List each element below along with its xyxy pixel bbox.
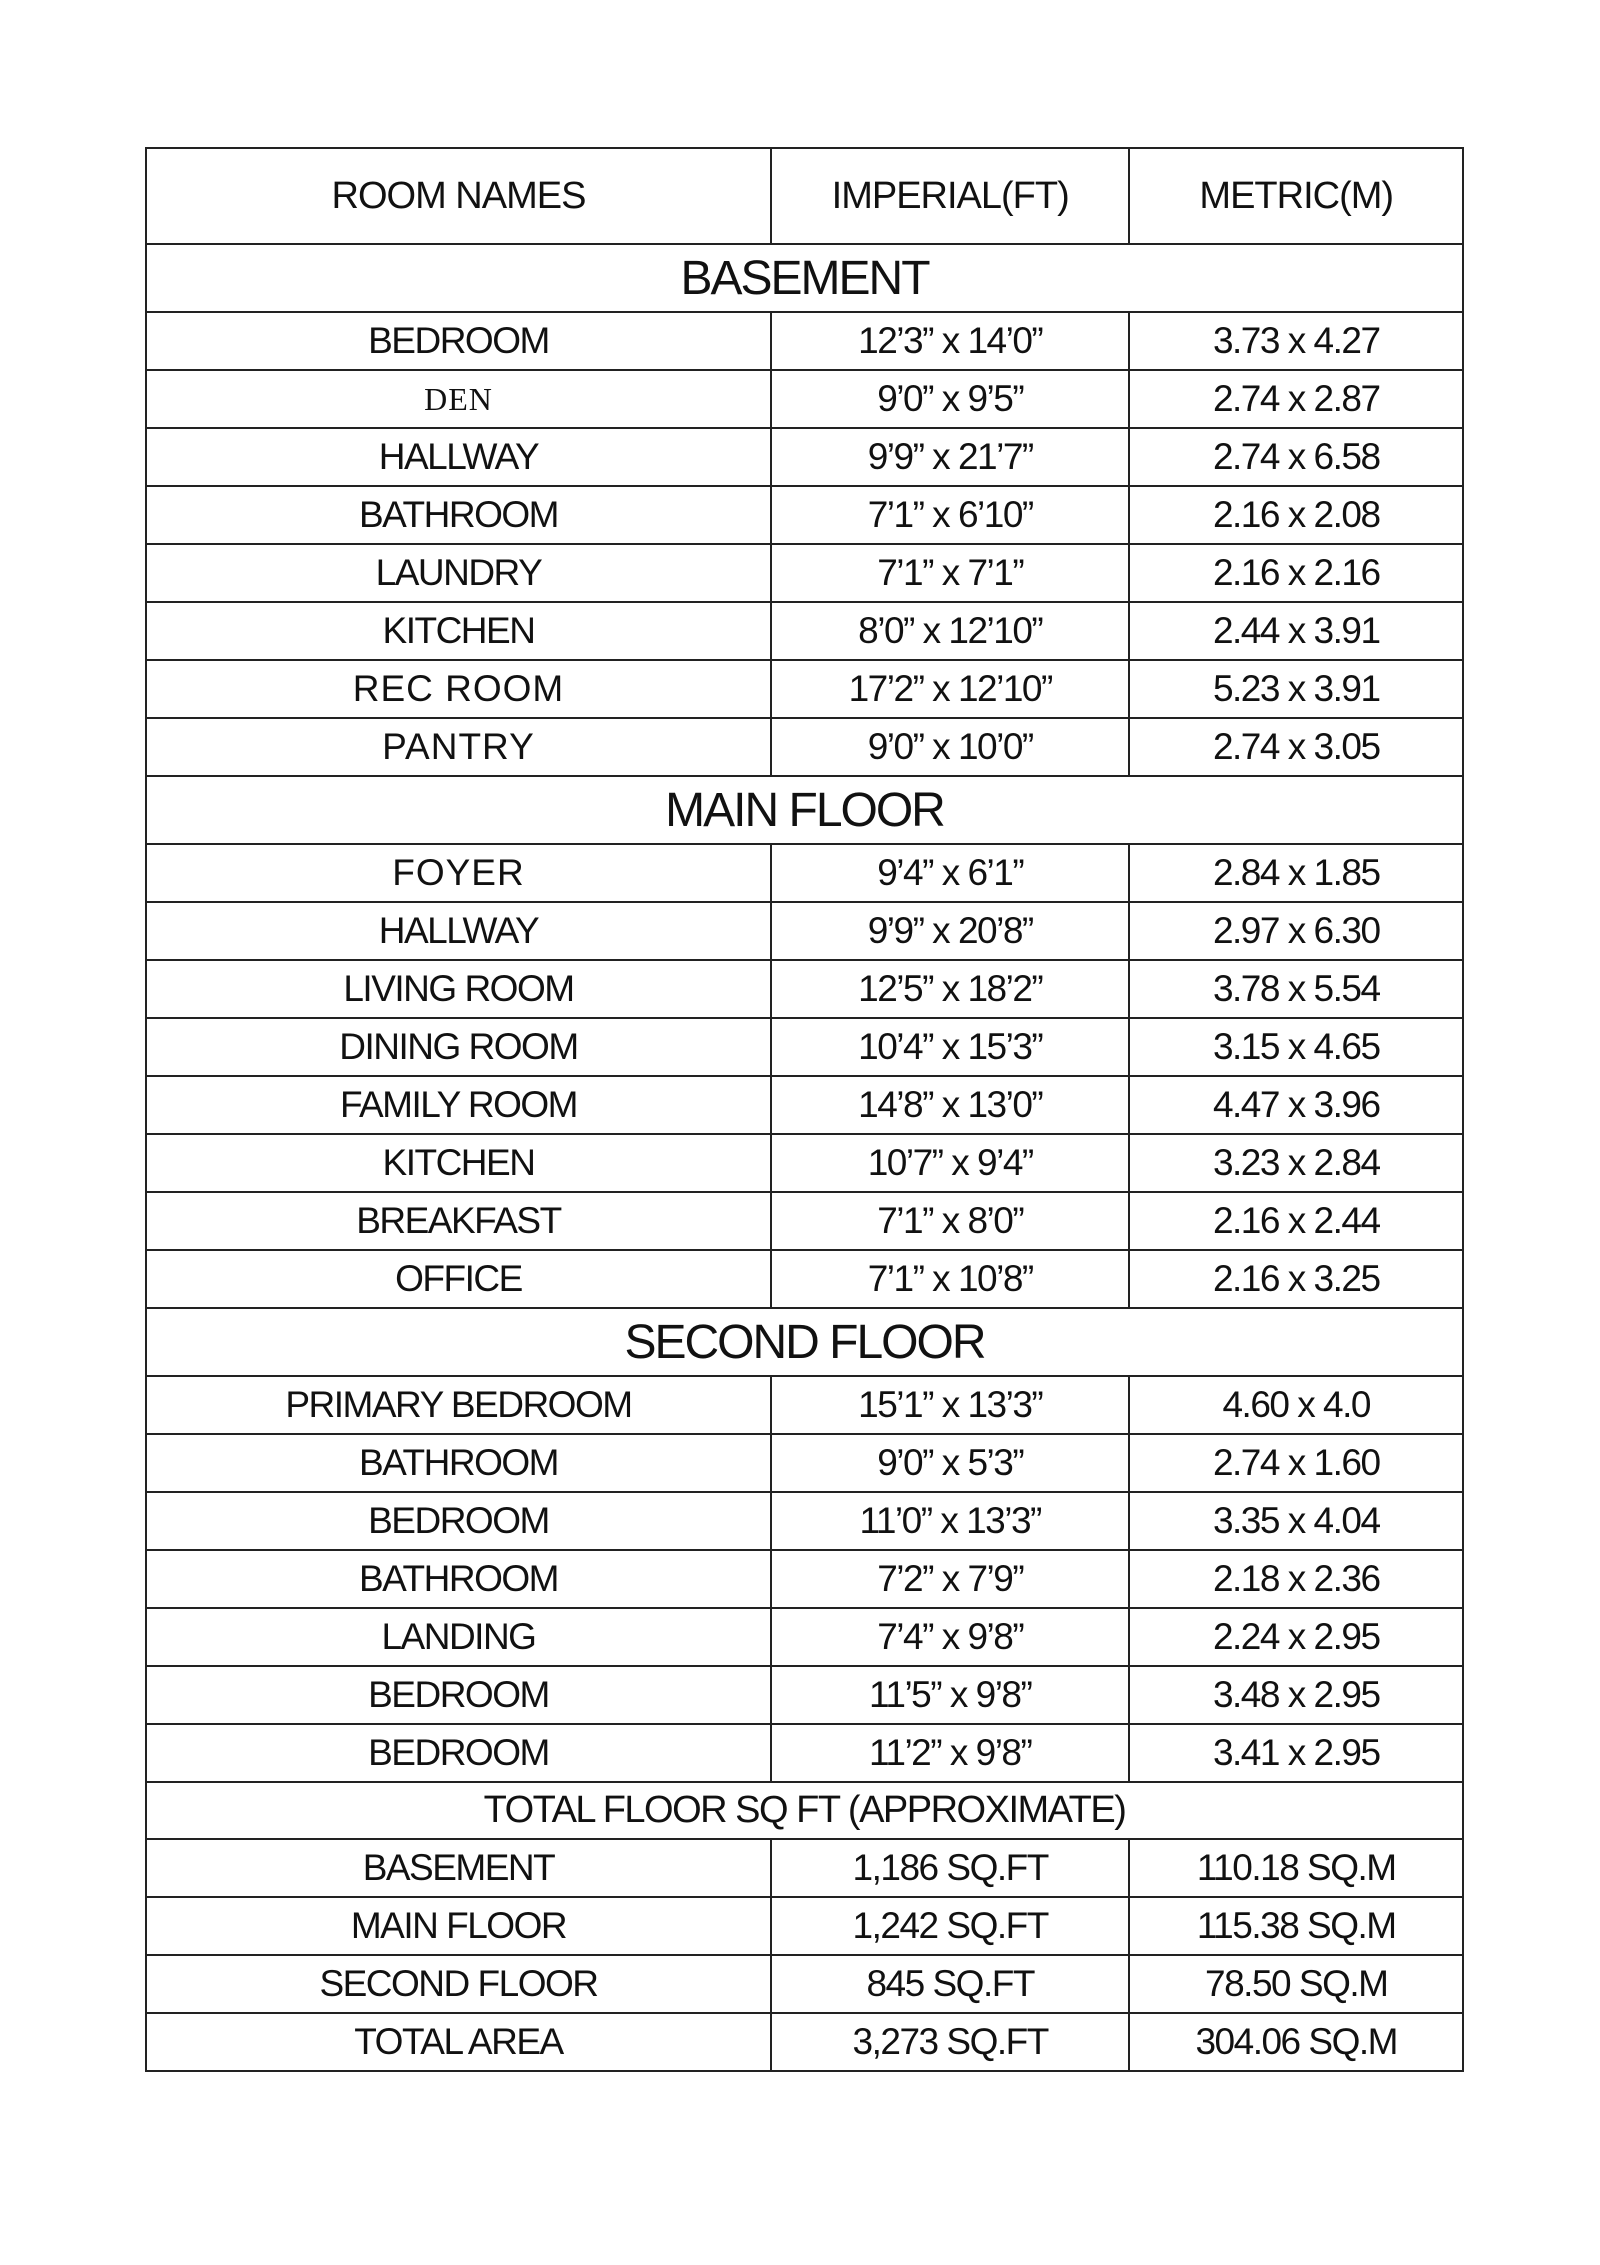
table-row [146,1608,1463,1666]
metric-cell: 4.47 x 3.96 [1129,1076,1463,1134]
room-name-cell: LAUNDRY [146,544,771,602]
metric-cell: 3.73 x 4.27 [1129,312,1463,370]
table-row [146,902,1463,960]
area-name-cell: SECOND FLOOR [146,1955,771,2013]
section-row-main-floor [146,776,1463,844]
metric-cell: 2.24 x 2.95 [1129,1608,1463,1666]
table-row [146,844,1463,902]
metric-cell: 3.48 x 2.95 [1129,1666,1463,1724]
imperial-cell: 8’0” x 12’10” [771,602,1130,660]
area-imperial-cell: 1,186 SQ.FT [771,1839,1130,1897]
room-name-cell: BEDROOM [146,1724,771,1782]
table-row [146,1550,1463,1608]
section-title-basement: BASEMENT [146,244,1463,312]
imperial-cell: 7’2” x 7’9” [771,1550,1130,1608]
metric-cell: 2.16 x 2.16 [1129,544,1463,602]
metric-cell: 2.16 x 3.25 [1129,1250,1463,1308]
room-name-cell: PRIMARY BEDROOM [146,1376,771,1434]
imperial-cell: 12’3” x 14’0” [771,312,1130,370]
metric-cell: 3.23 x 2.84 [1129,1134,1463,1192]
room-name-cell: FAMILY ROOM [146,1076,771,1134]
room-name-cell: BATHROOM [146,1550,771,1608]
imperial-cell: 9’0” x 5’3” [771,1434,1130,1492]
imperial-cell: 9’0” x 9’5” [771,370,1130,428]
section-row-basement [146,244,1463,312]
table-row [146,486,1463,544]
metric-cell: 2.16 x 2.44 [1129,1192,1463,1250]
room-name-cell: DINING ROOM [146,1018,771,1076]
imperial-cell: 9’9” x 21’7” [771,428,1130,486]
metric-cell: 2.18 x 2.36 [1129,1550,1463,1608]
room-name-cell: BATHROOM [146,1434,771,1492]
area-name-cell: TOTAL AREA [146,2013,771,2071]
area-name-cell: BASEMENT [146,1839,771,1897]
imperial-cell: 9’0” x 10’0” [771,718,1130,776]
metric-cell: 2.16 x 2.08 [1129,486,1463,544]
total-area-row [146,1897,1463,1955]
table-row [146,1434,1463,1492]
metric-cell: 3.35 x 4.04 [1129,1492,1463,1550]
section-title-totals: TOTAL FLOOR SQ FT (APPROXIMATE) [146,1782,1463,1839]
table-row [146,312,1463,370]
metric-cell: 3.78 x 5.54 [1129,960,1463,1018]
imperial-cell: 11’2” x 9’8” [771,1724,1130,1782]
room-name-cell: KITCHEN [146,1134,771,1192]
room-dimensions-table [145,147,1464,2072]
metric-cell: 2.74 x 3.05 [1129,718,1463,776]
table-row [146,1376,1463,1434]
imperial-cell: 9’9” x 20’8” [771,902,1130,960]
table-row [146,1724,1463,1782]
metric-cell: 2.84 x 1.85 [1129,844,1463,902]
table-row [146,1666,1463,1724]
table-row [146,660,1463,718]
imperial-cell: 12’5” x 18’2” [771,960,1130,1018]
room-name-cell: FOYER [146,844,771,902]
metric-cell: 3.41 x 2.95 [1129,1724,1463,1782]
metric-cell: 4.60 x 4.0 [1129,1376,1463,1434]
metric-cell: 3.15 x 4.65 [1129,1018,1463,1076]
room-names-header: ROOM NAMES [146,148,771,244]
table-row [146,1076,1463,1134]
room-name-cell: LANDING [146,1608,771,1666]
imperial-cell: 11’0” x 13’3” [771,1492,1130,1550]
table-row [146,602,1463,660]
section-row-second-floor [146,1308,1463,1376]
room-name-cell: LIVING ROOM [146,960,771,1018]
table-row [146,428,1463,486]
table-row [146,370,1463,428]
imperial-cell: 11’5” x 9’8” [771,1666,1130,1724]
metric-cell: 2.74 x 2.87 [1129,370,1463,428]
room-name-cell: PANTRY [146,718,771,776]
table-row [146,1250,1463,1308]
table-row [146,1492,1463,1550]
imperial-cell: 7’1” x 6’10” [771,486,1130,544]
section-row-totals [146,1782,1463,1839]
metric-cell: 2.97 x 6.30 [1129,902,1463,960]
room-name-cell: BEDROOM [146,312,771,370]
metric-cell: 2.74 x 6.58 [1129,428,1463,486]
room-name-cell: REC ROOM [146,660,771,718]
metric-header: METRIC(M) [1129,148,1463,244]
area-imperial-cell: 845 SQ.FT [771,1955,1130,2013]
room-name-cell: KITCHEN [146,602,771,660]
metric-cell: 2.74 x 1.60 [1129,1434,1463,1492]
room-name-cell: BEDROOM [146,1666,771,1724]
section-title-second-floor: SECOND FLOOR [146,1308,1463,1376]
imperial-cell: 10’7” x 9’4” [771,1134,1130,1192]
area-metric-cell: 304.06 SQ.M [1129,2013,1463,2071]
room-name-cell: HALLWAY [146,428,771,486]
table-row [146,1018,1463,1076]
area-metric-cell: 78.50 SQ.M [1129,1955,1463,2013]
room-name-cell: DEN [146,370,771,428]
table-row [146,544,1463,602]
imperial-cell: 7’1” x 7’1” [771,544,1130,602]
imperial-cell: 10’4” x 15’3” [771,1018,1130,1076]
table-header-row [146,148,1463,244]
room-name-cell: BREAKFAST [146,1192,771,1250]
area-imperial-cell: 3,273 SQ.FT [771,2013,1130,2071]
imperial-header: IMPERIAL(FT) [771,148,1130,244]
area-metric-cell: 115.38 SQ.M [1129,1897,1463,1955]
area-imperial-cell: 1,242 SQ.FT [771,1897,1130,1955]
room-name-cell: HALLWAY [146,902,771,960]
imperial-cell: 7’4” x 9’8” [771,1608,1130,1666]
table-row [146,718,1463,776]
imperial-cell: 14’8” x 13’0” [771,1076,1130,1134]
imperial-cell: 15’1” x 13’3” [771,1376,1130,1434]
section-title-main-floor: MAIN FLOOR [146,776,1463,844]
table-row [146,960,1463,1018]
room-name-cell: BEDROOM [146,1492,771,1550]
metric-cell: 2.44 x 3.91 [1129,602,1463,660]
imperial-cell: 7’1” x 8’0” [771,1192,1130,1250]
imperial-cell: 17’2” x 12’10” [771,660,1130,718]
imperial-cell: 7’1” x 10’8” [771,1250,1130,1308]
imperial-cell: 9’4” x 6’1” [771,844,1130,902]
area-name-cell: MAIN FLOOR [146,1897,771,1955]
table-row [146,1192,1463,1250]
metric-cell: 5.23 x 3.91 [1129,660,1463,718]
room-name-cell: OFFICE [146,1250,771,1308]
area-metric-cell: 110.18 SQ.M [1129,1839,1463,1897]
total-area-row [146,1839,1463,1897]
room-name-cell: BATHROOM [146,486,771,544]
table-row [146,1134,1463,1192]
total-area-row [146,1955,1463,2013]
total-area-row [146,2013,1463,2071]
